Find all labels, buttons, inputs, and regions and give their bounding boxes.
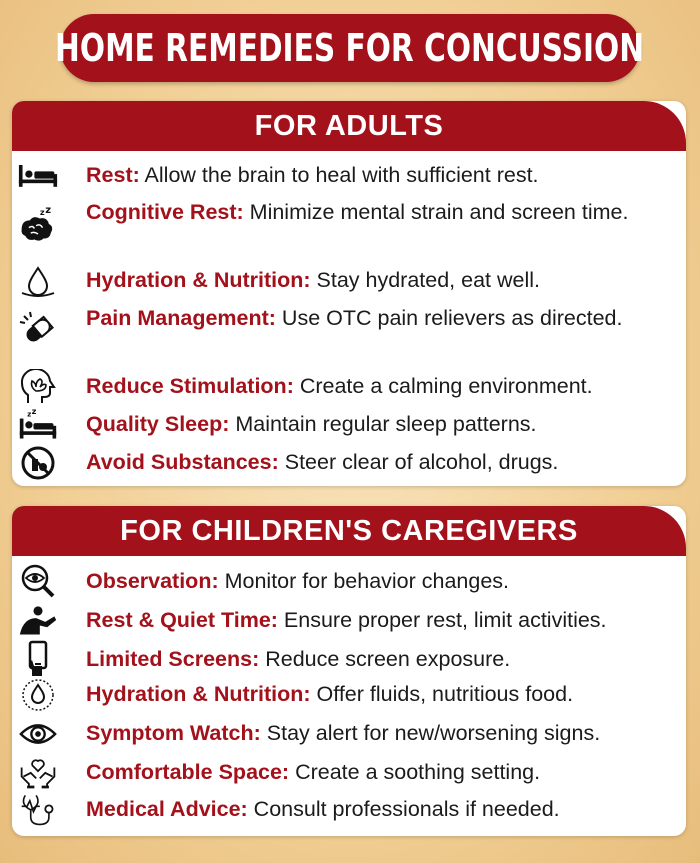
list-item: [12, 304, 686, 362]
no-substances-icon: [18, 445, 58, 481]
item-label: Observation:: [86, 569, 219, 593]
item-text: Monitor for behavior changes.: [218, 569, 510, 593]
eye-icon: [18, 716, 58, 752]
list-item: [12, 161, 686, 191]
water-drop-circle-icon: [18, 677, 58, 713]
list-item: [12, 795, 686, 825]
item-label: Comfortable Space:: [86, 760, 290, 784]
item-text: Stay hydrated, eat well.: [310, 268, 541, 292]
bed-icon: [18, 157, 58, 193]
list-item: [12, 266, 686, 296]
item-label: Quality Sleep:: [86, 412, 230, 436]
stethoscope-icon: [18, 791, 58, 827]
item-text: Minimize mental strain and screen time.: [243, 200, 629, 224]
caring-hands-icon: [18, 754, 58, 790]
item-text: Ensure proper rest, limit activities.: [277, 608, 607, 632]
children-card: [12, 506, 686, 836]
item-text: Create a soothing setting.: [289, 760, 541, 784]
phone-hand-icon: [18, 641, 58, 677]
item-text: Reduce screen exposure.: [259, 647, 511, 671]
list-item: [12, 372, 686, 402]
sleeping-person-icon: [18, 406, 58, 442]
item-label: Cognitive Rest:: [86, 200, 244, 224]
item-text: Allow the brain to heal with sufficient rest.: [139, 163, 539, 187]
list-item: [12, 606, 686, 636]
item-text: Consult professionals if needed.: [247, 797, 560, 821]
children-heading: FOR CHILDREN'S CAREGIVERS: [12, 506, 686, 556]
page-title: HOME REMEDIES FOR CONCUSSION: [55, 26, 645, 70]
list-item: [12, 406, 686, 440]
item-text: Stay alert for new/worsening signs.: [260, 721, 601, 745]
item-label: Hydration & Nutrition:: [86, 682, 311, 706]
item-label: Reduce Stimulation:: [86, 374, 294, 398]
item-label: Avoid Substances:: [86, 450, 279, 474]
svg-text:z: z: [31, 406, 37, 416]
calm-head-icon: [18, 369, 58, 405]
item-text: Use OTC pain relievers as directed.: [275, 306, 623, 330]
item-label: Rest & Quiet Time:: [86, 608, 278, 632]
item-text: Maintain regular sleep patterns.: [229, 412, 537, 436]
resting-person-icon: [18, 602, 58, 638]
list-item: [12, 645, 686, 675]
water-drop-icon: [18, 264, 58, 300]
sleeping-brain-icon: [18, 206, 58, 242]
item-label: Hydration & Nutrition:: [86, 268, 311, 292]
title-banner: [55, 14, 645, 82]
item-label: Limited Screens:: [86, 647, 260, 671]
svg-text:z: z: [39, 206, 45, 217]
adults-card: [12, 101, 686, 486]
adults-heading: FOR ADULTS: [12, 101, 686, 151]
list-item: [12, 448, 686, 478]
item-label: Pain Management:: [86, 306, 276, 330]
svg-text:z: z: [45, 205, 52, 217]
magnifier-eye-icon: [18, 563, 58, 599]
item-label: Rest:: [86, 163, 140, 187]
pill-icon: [18, 312, 58, 348]
list-item: [12, 719, 686, 749]
item-label: Symptom Watch:: [86, 721, 261, 745]
list-item: [12, 198, 686, 256]
item-text: Offer fluids, nutritious food.: [310, 682, 574, 706]
list-item: [12, 567, 686, 597]
item-text: Create a calming environment.: [293, 374, 593, 398]
list-item: [12, 680, 686, 710]
item-label: Medical Advice:: [86, 797, 248, 821]
svg-text:z: z: [27, 409, 32, 419]
item-text: Steer clear of alcohol, drugs.: [278, 450, 559, 474]
list-item: [12, 758, 686, 788]
